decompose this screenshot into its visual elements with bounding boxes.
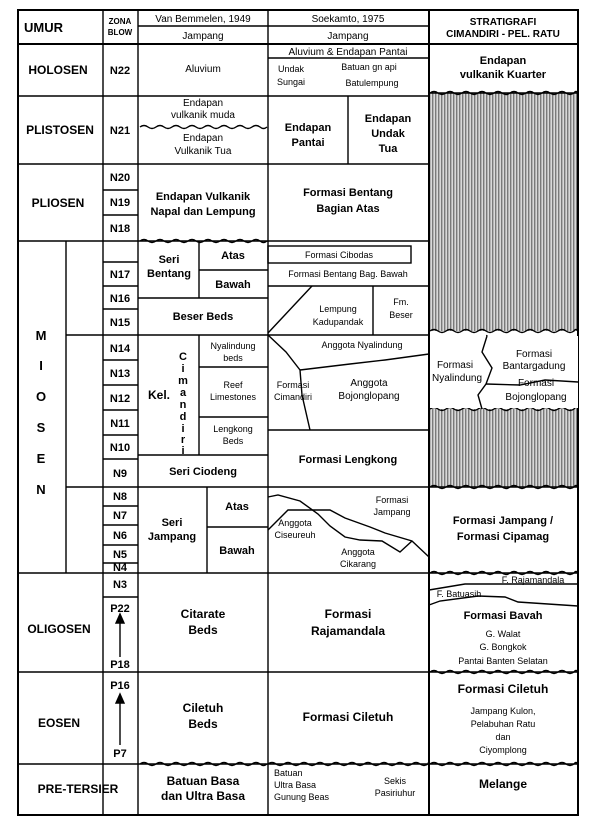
sk-aluvium-pantai: Aluvium & Endapan Pantai	[288, 47, 408, 58]
zone-n20: N20	[109, 172, 131, 184]
epoch-oligosen: OLIGOSEN	[27, 622, 91, 636]
zone-n15: N15	[109, 317, 131, 329]
arrow-eosen	[116, 694, 124, 745]
sk-bentang-atas-2: Bagian Atas	[316, 203, 380, 215]
vb-seri-jampang-1: Seri	[161, 517, 183, 529]
st-banten: Pantai Banten Selatan	[458, 656, 548, 666]
vb-reef-1: Reef	[223, 380, 243, 390]
epoch-miosen-n: N	[36, 482, 46, 497]
sk-rajamandala-2: Rajamandala	[310, 624, 386, 638]
sk-ciseureuh-2: Ciseureuh	[274, 530, 316, 540]
zone-n9: N9	[112, 468, 128, 480]
vb-seri-jampang-2: Jampang	[147, 531, 197, 543]
zone-n12: N12	[109, 393, 131, 405]
vb-cimandiri-n: n	[179, 399, 187, 411]
epoch-miosen-e: E	[36, 451, 46, 466]
header-blow: BLOW	[107, 28, 133, 37]
sk-ciseureuh-1: Anggota	[278, 518, 312, 528]
st-rajamandala: F. Rajamandala	[501, 575, 565, 585]
vb-cimandiri-d: d	[179, 411, 187, 423]
epoch-miosen-o: O	[35, 389, 47, 404]
st-ciyomplong: Ciyomplong	[479, 745, 527, 755]
epoch-miosen-i: I	[39, 358, 43, 373]
epoch-plistosen: PLISTOSEN	[26, 123, 94, 137]
vb-cimandiri-i2: i	[181, 423, 185, 435]
vb-cimandiri-i1: i	[181, 363, 185, 375]
epoch-pliosen: PLIOSEN	[31, 196, 85, 210]
zone-n13: N13	[109, 368, 131, 380]
zone-n21: N21	[109, 125, 131, 137]
vb-lengkong-1: Lengkong	[213, 424, 253, 434]
st-jampang-2: Formasi Cipamag	[456, 531, 550, 543]
sk-cibodas: Formasi Cibodas	[304, 250, 374, 260]
header-zona: ZONA	[108, 17, 132, 26]
sk-bojonglopang-2: Bojonglopang	[338, 391, 400, 402]
st-kuarter-1: Endapan	[479, 55, 527, 67]
st-jampang-1: Formasi Jampang /	[452, 515, 554, 527]
vb-basa-1: Batuan Basa	[166, 774, 240, 788]
zone-n14: N14	[109, 343, 131, 355]
sk-kadupandak-2: Kadupandak	[312, 317, 364, 327]
vb-cimandiri-i3: i	[181, 445, 185, 457]
sk-jampang-1: Formasi	[375, 495, 409, 505]
zone-n7: N7	[112, 510, 128, 522]
epoch-holosen: HOLOSEN	[28, 63, 88, 77]
vb-atas-jampang: Atas	[225, 501, 249, 513]
epoch-pretersier: PRE-TERSIER	[37, 782, 119, 796]
sk-undak-tua-1: Endapan	[364, 113, 412, 125]
header-stratigrafi: STRATIGRAFI	[469, 17, 537, 28]
zone-n19: N19	[109, 197, 131, 209]
zone-n3: N3	[112, 579, 128, 591]
vb-kel: Kel.	[147, 388, 171, 402]
sk-rajamandala-1: Formasi	[324, 607, 372, 621]
sk-gn-api: Batuan gn api	[341, 62, 397, 72]
vb-seri-bentang-2: Bentang	[147, 268, 191, 280]
zone-n22: N22	[109, 65, 131, 77]
vb-pliosen-1: Endapan Vulkanik	[155, 191, 251, 203]
sk-batulempung: Batulempung	[345, 78, 399, 88]
vb-nyalindung-2: beds	[223, 353, 243, 363]
hatch-lower	[430, 409, 578, 487]
vb-nyalindung-1: Nyalindung	[210, 341, 256, 351]
sk-undak-tua-3: Tua	[378, 143, 398, 155]
sk-kadupandak-1: Lempung	[319, 304, 357, 314]
sk-nyalindung: Anggota Nyalindung	[321, 340, 403, 350]
vb-basa-2: dan Ultra Basa	[160, 789, 246, 803]
vb-vulkanik-tua-2: Vulkanik Tua	[174, 146, 232, 157]
st-bantargadung-1: Formasi	[515, 349, 553, 360]
header-soekamto-area: Jampang	[327, 31, 369, 42]
sk-endapan-pantai-2: Pantai	[291, 137, 325, 149]
sk-lengkong: Formasi Lengkong	[298, 454, 398, 466]
vb-seri-ciodeng: Seri Ciodeng	[169, 466, 237, 478]
zone-n17: N17	[109, 269, 131, 281]
zone-p22: P22	[110, 603, 130, 615]
sk-cikarang-1: Anggota	[341, 547, 375, 557]
st-bantargadung-2: Bantargadung	[502, 361, 566, 372]
st-nyalindung-1: Formasi	[436, 360, 474, 371]
vb-atas: Atas	[221, 250, 245, 262]
sk-undak-tua-2: Undak	[371, 128, 405, 140]
st-nyalindung-2: Nyalindung	[431, 373, 483, 384]
vb-ciletuh-1: Ciletuh	[182, 701, 224, 715]
vb-aluvium: Aluvium	[185, 64, 221, 75]
st-kuarter-2: vulkanik Kuarter	[459, 69, 547, 81]
st-bojonglopang-2: Bojonglopang	[505, 392, 567, 403]
vb-beser-beds: Beser Beds	[172, 311, 234, 323]
header-umur: UMUR	[24, 20, 63, 35]
epoch-miosen-s: S	[36, 420, 46, 435]
vb-cimandiri-c: C	[179, 351, 187, 363]
sk-ultra-basa-3: Gunung Beas	[274, 792, 330, 802]
vb-lengkong-2: Beds	[222, 436, 244, 446]
zone-n5: N5	[112, 549, 128, 561]
vb-pliosen-2: Napal dan Lempung	[150, 206, 256, 218]
zone-n11: N11	[110, 418, 130, 430]
sk-fm-beser-2: Beser	[389, 310, 413, 320]
vb-citarate-1: Citarate	[180, 607, 226, 621]
vb-ciletuh-2: Beds	[188, 717, 218, 731]
zone-n10: N10	[109, 442, 131, 454]
sk-undak-2: Sungai	[276, 77, 306, 87]
vb-cimandiri-m: m	[178, 375, 188, 387]
vb-bawah: Bawah	[215, 279, 251, 291]
zone-n16: N16	[109, 293, 131, 305]
st-bojonglopang-1: Formasi	[517, 378, 555, 389]
sk-undak-1: Undak	[277, 64, 305, 74]
zone-n8: N8	[112, 491, 128, 503]
st-melange: Melange	[478, 777, 528, 791]
epoch-eosen: EOSEN	[37, 716, 81, 730]
epoch-miosen-m: M	[35, 328, 47, 343]
vb-vulkanik-muda-1: Endapan	[182, 98, 224, 109]
header-cimandiri: CIMANDIRI - PEL. RATU	[446, 29, 560, 40]
st-walat: G. Walat	[485, 629, 521, 639]
hatch-upper	[430, 93, 578, 331]
sk-bentang-bawah: Formasi Bentang Bag. Bawah	[288, 269, 408, 279]
vb-cimandiri-r: r	[180, 434, 186, 446]
sk-bentang-atas-1: Formasi Bentang	[303, 187, 393, 199]
header-van-bemmelen: Van Bemmelen, 1949	[155, 14, 251, 25]
zone-p18: P18	[110, 659, 130, 671]
wave-sk-pre	[268, 763, 429, 766]
header-soekamto: Soekamto, 1975	[311, 14, 385, 25]
sk-cimandiri-2: Cimandiri	[273, 392, 313, 402]
st-bongkok: G. Bongkok	[479, 642, 527, 652]
st-batuasih: F. Batuasih	[436, 589, 482, 599]
sk-ultra-basa-2: Ultra Basa	[274, 780, 317, 790]
sk-bojonglopang-1: Anggota	[350, 378, 388, 389]
sk-ultra-basa-1: Batuan	[274, 768, 303, 778]
vb-reef-2: Limestones	[209, 392, 257, 402]
zone-p16: P16	[110, 680, 130, 692]
sk-cimandiri-1: Formasi	[276, 380, 310, 390]
sk-cikarang-2: Cikarang	[339, 559, 377, 569]
sk-sekis-2: Pasiriuhur	[374, 788, 416, 798]
st-dan: dan	[495, 732, 511, 742]
sk-fm-beser-1: Fm.	[393, 297, 409, 307]
vb-vulkanik-tua-1: Endapan	[182, 133, 224, 144]
vb-citarate-2: Beds	[188, 623, 218, 637]
sk-ciletuh: Formasi Ciletuh	[302, 710, 394, 724]
arrow-oligosen	[116, 614, 124, 657]
zone-n6: N6	[112, 530, 128, 542]
zone-n4: N4	[112, 562, 128, 574]
vb-vulkanik-muda-2: vulkanik muda	[171, 110, 235, 121]
header-van-bemmelen-area: Jampang	[182, 31, 224, 42]
vb-bawah-jampang: Bawah	[219, 545, 255, 557]
sk-sekis-1: Sekis	[383, 776, 407, 786]
st-ciletuh: Formasi Ciletuh	[457, 682, 549, 696]
zone-n18: N18	[109, 223, 131, 235]
wave-vb-plistosen	[140, 126, 267, 129]
sk-jampang-2: Jampang	[373, 507, 411, 517]
vb-cimandiri-a: a	[179, 387, 187, 399]
st-pelabuhan-ratu: Pelabuhan Ratu	[470, 719, 536, 729]
st-bavah: Formasi Bavah	[463, 610, 543, 622]
st-jampang-kulon: Jampang Kulon,	[470, 706, 536, 716]
zone-p7: P7	[113, 748, 127, 760]
vb-seri-bentang-1: Seri	[158, 254, 180, 266]
sk-endapan-pantai-1: Endapan	[284, 122, 332, 134]
